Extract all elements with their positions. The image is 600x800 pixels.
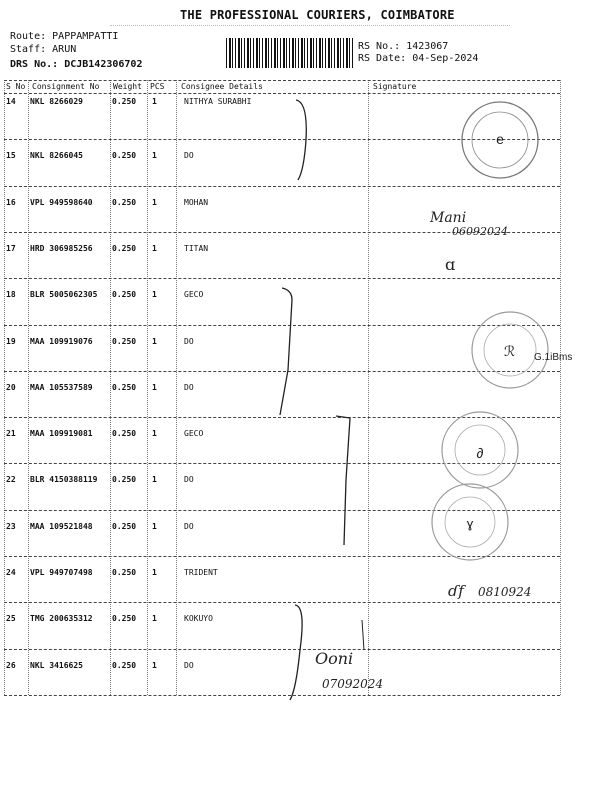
row-consignment: NKL 8266045 [30, 151, 83, 161]
row-consignment: HRD 306985256 [30, 243, 93, 253]
drs-label: DRS No.: [10, 59, 59, 70]
svg-text:ɣ: ɣ [466, 516, 474, 531]
row-consignee: MOHAN [184, 197, 209, 207]
staff-value: ARUN [52, 44, 77, 55]
col-consignee: Consignee Details [181, 82, 263, 91]
signature-26-date: 07092024 [322, 677, 384, 691]
row-weight: 0.250 [112, 197, 137, 207]
scan-artifact [110, 25, 510, 29]
row-consignee: DO [184, 660, 194, 670]
row-pcs: 1 [152, 475, 157, 485]
row-pcs: 1 [152, 521, 157, 531]
row-pcs: 1 [152, 382, 157, 392]
row-divider [4, 371, 560, 372]
row-divider [4, 649, 560, 650]
bracket-2 [280, 288, 292, 415]
row-divider [4, 463, 560, 464]
signature-24-mark: ɗf [448, 582, 464, 600]
row-consignment: MAA 105537589 [30, 382, 93, 392]
row-pcs: 1 [152, 614, 157, 624]
row-pcs: 1 [152, 151, 157, 161]
rs-date-label: RS Date: [358, 53, 407, 64]
row-sno: 19 [6, 336, 16, 346]
row-sno: 24 [6, 568, 16, 577]
row-weight: 0.250 [112, 568, 137, 577]
row-consignment: MAA 109919076 [30, 336, 93, 346]
drs-line [10, 58, 142, 71]
row-consignment: NKL 8266029 [30, 97, 83, 106]
row-weight: 0.250 [112, 97, 137, 106]
row-consignment: VPL 949598640 [30, 197, 93, 207]
row-sno: 18 [6, 290, 16, 300]
row-sno: 23 [6, 521, 16, 531]
row-pcs: 1 [152, 429, 157, 439]
route-label: Route: [10, 31, 47, 42]
row-pcs: 1 [152, 660, 157, 670]
row-consignee: GECO [184, 429, 204, 439]
row-weight: 0.250 [112, 336, 137, 346]
row-consignee: GECO [184, 290, 204, 300]
row-divider [4, 278, 560, 279]
row-weight: 0.250 [112, 151, 137, 161]
row-divider [4, 510, 560, 511]
row-divider [4, 139, 560, 140]
row-weight: 0.250 [112, 521, 137, 531]
row-weight: 0.250 [112, 660, 137, 670]
row-pcs: 1 [152, 568, 157, 577]
col-weight: Weight [113, 82, 142, 91]
row-sno: 26 [6, 660, 16, 670]
signature-26-name: Ooni [315, 649, 354, 668]
rs-date-value: 04-Sep-2024 [412, 53, 479, 64]
col-sno: S No [6, 82, 26, 91]
row-consignment: MAA 109521848 [30, 521, 93, 531]
svg-text:ℛ: ℛ [504, 343, 516, 359]
signature-16-name: Mani [430, 210, 467, 226]
row-weight: 0.250 [112, 429, 137, 439]
row-consignee: DO [184, 336, 194, 346]
route-line [10, 30, 118, 43]
barcode [226, 38, 354, 68]
row-consignment: NKL 3416625 [30, 660, 83, 670]
row-weight: 0.250 [112, 382, 137, 392]
row-sno: 15 [6, 151, 16, 161]
row-consignee: TRIDENT [184, 568, 218, 577]
row-sno: 21 [6, 429, 16, 439]
row-consignee: DO [184, 382, 194, 392]
row-sno: 16 [6, 197, 16, 207]
svg-text:∂: ∂ [476, 445, 484, 461]
row-pcs: 1 [152, 97, 157, 106]
row-divider [4, 232, 560, 233]
row-consignee: DO [184, 475, 194, 485]
stamp-signature: e [496, 131, 504, 147]
row-divider [4, 556, 560, 557]
row-consignment: MAA 109919081 [30, 429, 93, 439]
row-consignee: KOKUYO [184, 614, 213, 624]
document-title: THE PROFESSIONAL COURIERS, COIMBATORE [180, 8, 455, 22]
stamp-geco-special [472, 312, 572, 388]
row-pcs: 1 [152, 243, 157, 253]
rs-no-value: 1423067 [406, 41, 449, 52]
stamp-enviro-tech-1 [442, 412, 518, 488]
row-pcs: 1 [152, 197, 157, 207]
row-sno: 17 [6, 243, 16, 253]
row-divider [4, 186, 560, 187]
row-sno: 22 [6, 475, 16, 485]
stamp-enviro-tech-2 [432, 484, 508, 560]
row-divider [4, 695, 560, 696]
row-pcs: 1 [152, 290, 157, 300]
row-sno: 14 [6, 97, 16, 106]
col-consignment: Consignment No [32, 82, 100, 91]
drs-value: DCJB142306702 [64, 59, 143, 70]
col-pcs: PCS [150, 82, 165, 91]
svg-text:G.1iBms: G.1iBms [534, 352, 573, 363]
row-consignment: BLR 4150388119 [30, 475, 98, 485]
row-weight: 0.250 [112, 475, 137, 485]
bracket-5 [362, 620, 364, 650]
row-divider [4, 93, 560, 94]
signature-24-date: 0810924 [478, 585, 532, 599]
row-divider [4, 417, 560, 418]
row-consignment: VPL 949707498 [30, 568, 93, 577]
signature-17: ɑ [445, 255, 456, 274]
row-divider [4, 602, 560, 603]
signature-16-date: 06092024 [452, 225, 508, 238]
row-pcs: 1 [152, 336, 157, 346]
row-weight: 0.250 [112, 243, 137, 253]
row-divider [4, 325, 560, 326]
row-divider [4, 80, 560, 81]
staff-line [10, 43, 76, 56]
row-sno: 25 [6, 614, 16, 624]
bracket-4 [290, 605, 302, 700]
row-consignee: DO [184, 521, 194, 531]
bracket-3 [336, 416, 350, 545]
rs-no-label: RS No.: [358, 41, 401, 52]
staff-label: Staff: [10, 44, 47, 55]
row-consignee: DO [184, 151, 194, 161]
row-sno: 20 [6, 382, 16, 392]
row-consignee: NITHYA SURABHI [184, 97, 252, 106]
col-signature: Signature [373, 82, 417, 91]
route-value: PAPPAMPATTI [52, 31, 119, 42]
row-consignment: TMG 200635312 [30, 614, 93, 624]
row-weight: 0.250 [112, 290, 137, 300]
row-weight: 0.250 [112, 614, 137, 624]
row-consignee: TITAN [184, 243, 209, 253]
row-consignment: BLR 5005062305 [30, 290, 98, 300]
column-divider [560, 80, 561, 695]
rs-date-line [358, 52, 478, 65]
